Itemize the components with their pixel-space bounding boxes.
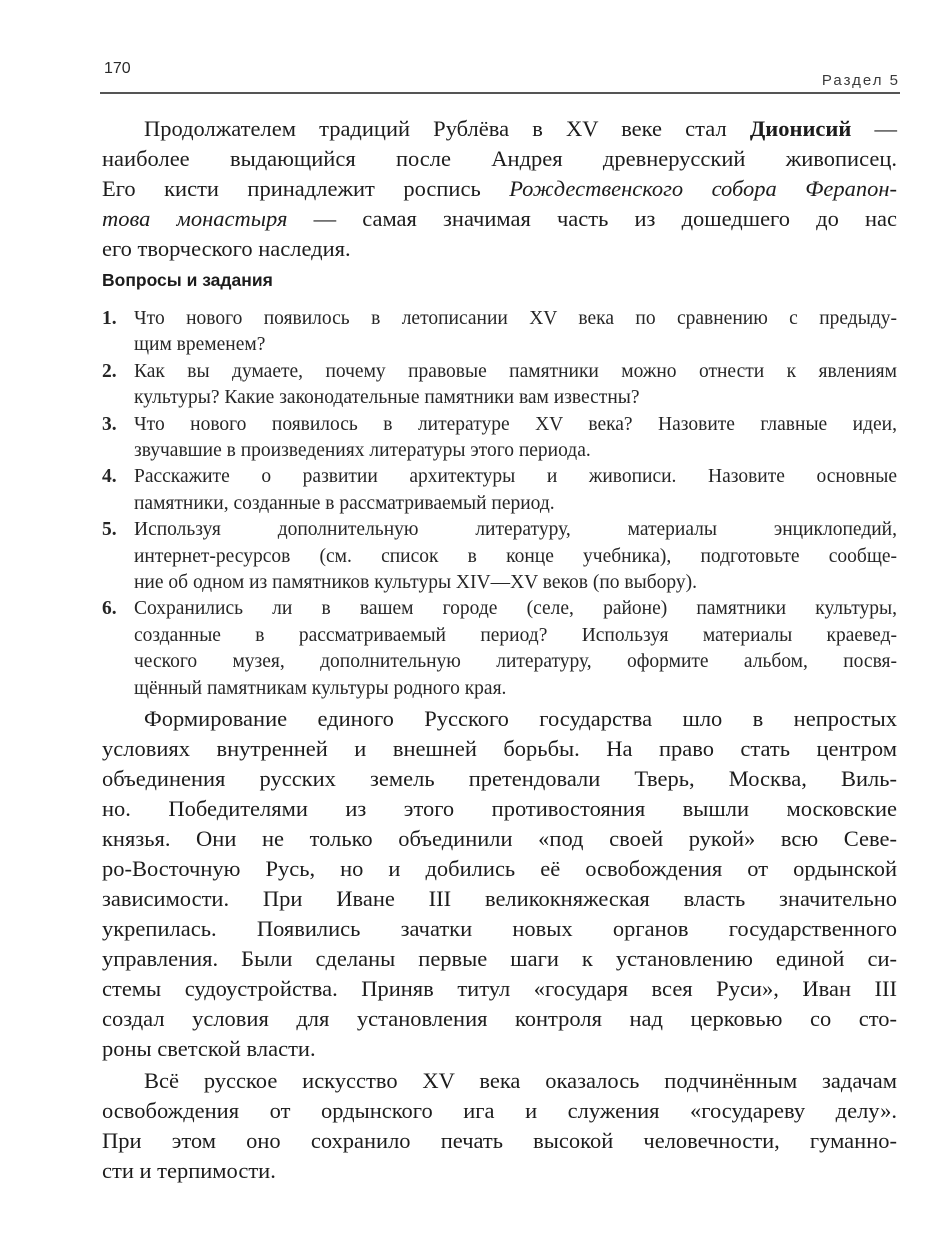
question-number: 6. xyxy=(102,598,117,620)
question-line: звучавшие в произведениях литературы этого периода. xyxy=(134,440,591,462)
page-header xyxy=(100,58,900,94)
summary-line: зависимости. При Иване III великокняжеская власть значительно xyxy=(102,886,897,911)
summary-line: объединения русских земель претендовали Тверь, Москва, Виль- xyxy=(102,766,897,791)
section-label: Раздел 5 xyxy=(821,72,900,89)
summary-line: При этом оно сохранило печать высокой человечности, гуманно- xyxy=(102,1128,897,1153)
question-line: созданные в рассматриваемый период? Используя материалы краевед- xyxy=(134,624,897,646)
bold-term: Дионисий xyxy=(749,116,852,141)
intro-line: Его кисти принадлежит роспись Рождественского собора Ферапон- xyxy=(102,176,897,201)
question-line: Используя дополнительную литературу, материалы энциклопедий, xyxy=(134,519,897,541)
summary-line: освобождения от ордынского ига и служения «государеву делу». xyxy=(102,1098,897,1123)
intro-paragraph xyxy=(102,114,897,264)
question-line: ческого музея, дополнительную литературу, оформите альбом, посвя- xyxy=(134,651,897,673)
question-number: 1. xyxy=(102,308,117,329)
question-item xyxy=(102,464,897,517)
question-item xyxy=(102,596,897,702)
question-line: Что нового появилось в летописании XV века по сравнению с предыду- xyxy=(134,308,897,329)
question-line: памятники, созданные в рассматриваемый период. xyxy=(134,492,555,514)
summary-line: Формирование единого Русского государства шло в непростых xyxy=(144,706,897,731)
italic-term: това монастыря xyxy=(102,206,288,231)
summary-line: Всё русское искусство XV века оказалось подчинённым задачам xyxy=(144,1068,897,1093)
question-item xyxy=(102,306,897,359)
question-line: Что нового появилось в литературе XV века? Назовите главные идеи, xyxy=(134,413,897,435)
question-line: Сохранились ли в вашем городе (селе, районе) памятники культуры, xyxy=(134,598,897,620)
question-line: интернет-ресурсов (см. список в конце учебника), подготовьте сообще- xyxy=(134,545,897,567)
question-number: 2. xyxy=(102,360,117,382)
question-line: ние об одном из памятников культуры XIV—XV веков (по выбору). xyxy=(134,572,697,594)
question-item xyxy=(102,359,897,412)
summary-line: сти и терпимости. xyxy=(102,1158,276,1183)
summary-line: князья. Они не только объединили «под своей рукой» всю Севе- xyxy=(102,826,897,851)
summary-line: роны светской власти. xyxy=(102,1036,316,1061)
italic-term: Рождественского собора Ферапон- xyxy=(509,176,897,201)
questions-list xyxy=(102,306,897,702)
summary-line: укрепилась. Появились зачатки новых органов государственного xyxy=(102,916,897,941)
intro-line: его творческого наследия. xyxy=(102,236,351,261)
page-number: 170 xyxy=(104,60,131,77)
intro-line: това монастыря — самая значимая часть из дошедшего до нас xyxy=(102,206,897,231)
summary-line: стемы судоустройства. Приняв титул «государя всея Руси», Иван III xyxy=(102,976,897,1001)
intro-line: наиболее выдающийся после Андрея древнерусский живописец. xyxy=(102,146,897,171)
question-line: щённый памятникам культуры родного края. xyxy=(134,677,507,699)
summary-line: но. Победителями из этого противостояния вышли московские xyxy=(102,796,897,821)
header-divider xyxy=(100,92,900,94)
question-line: щим временем? xyxy=(134,334,266,356)
intro-line: Продолжателем традиций Рублёва в XV веке стал Дионисий — xyxy=(144,116,897,141)
question-number: 5. xyxy=(102,519,117,541)
summary-line: ро-Восточную Русь, но и добились её освобождения от ордынской xyxy=(102,856,897,881)
summary-line: управления. Были сделаны первые шаги к установлению единой си- xyxy=(102,946,897,971)
question-item xyxy=(102,412,897,465)
summary-line: создал условия для установления контроля над церковью со сто- xyxy=(102,1006,897,1031)
summary-paragraph xyxy=(102,1066,897,1186)
question-number: 4. xyxy=(102,466,117,488)
summary-paragraph xyxy=(102,704,897,1064)
question-item xyxy=(102,517,897,596)
question-line: культуры? Какие законодательные памятники вам известны? xyxy=(134,387,640,409)
summary-line: условиях внутренней и внешней борьбы. На право стать центром xyxy=(102,736,897,761)
question-line: Как вы думаете, почему правовые памятники можно отнести к явлениям xyxy=(134,360,897,382)
questions-heading: Вопросы и задания xyxy=(102,270,273,290)
question-line: Расскажите о развитии архитектуры и живописи. Назовите основные xyxy=(134,466,897,488)
question-number: 3. xyxy=(102,413,117,435)
